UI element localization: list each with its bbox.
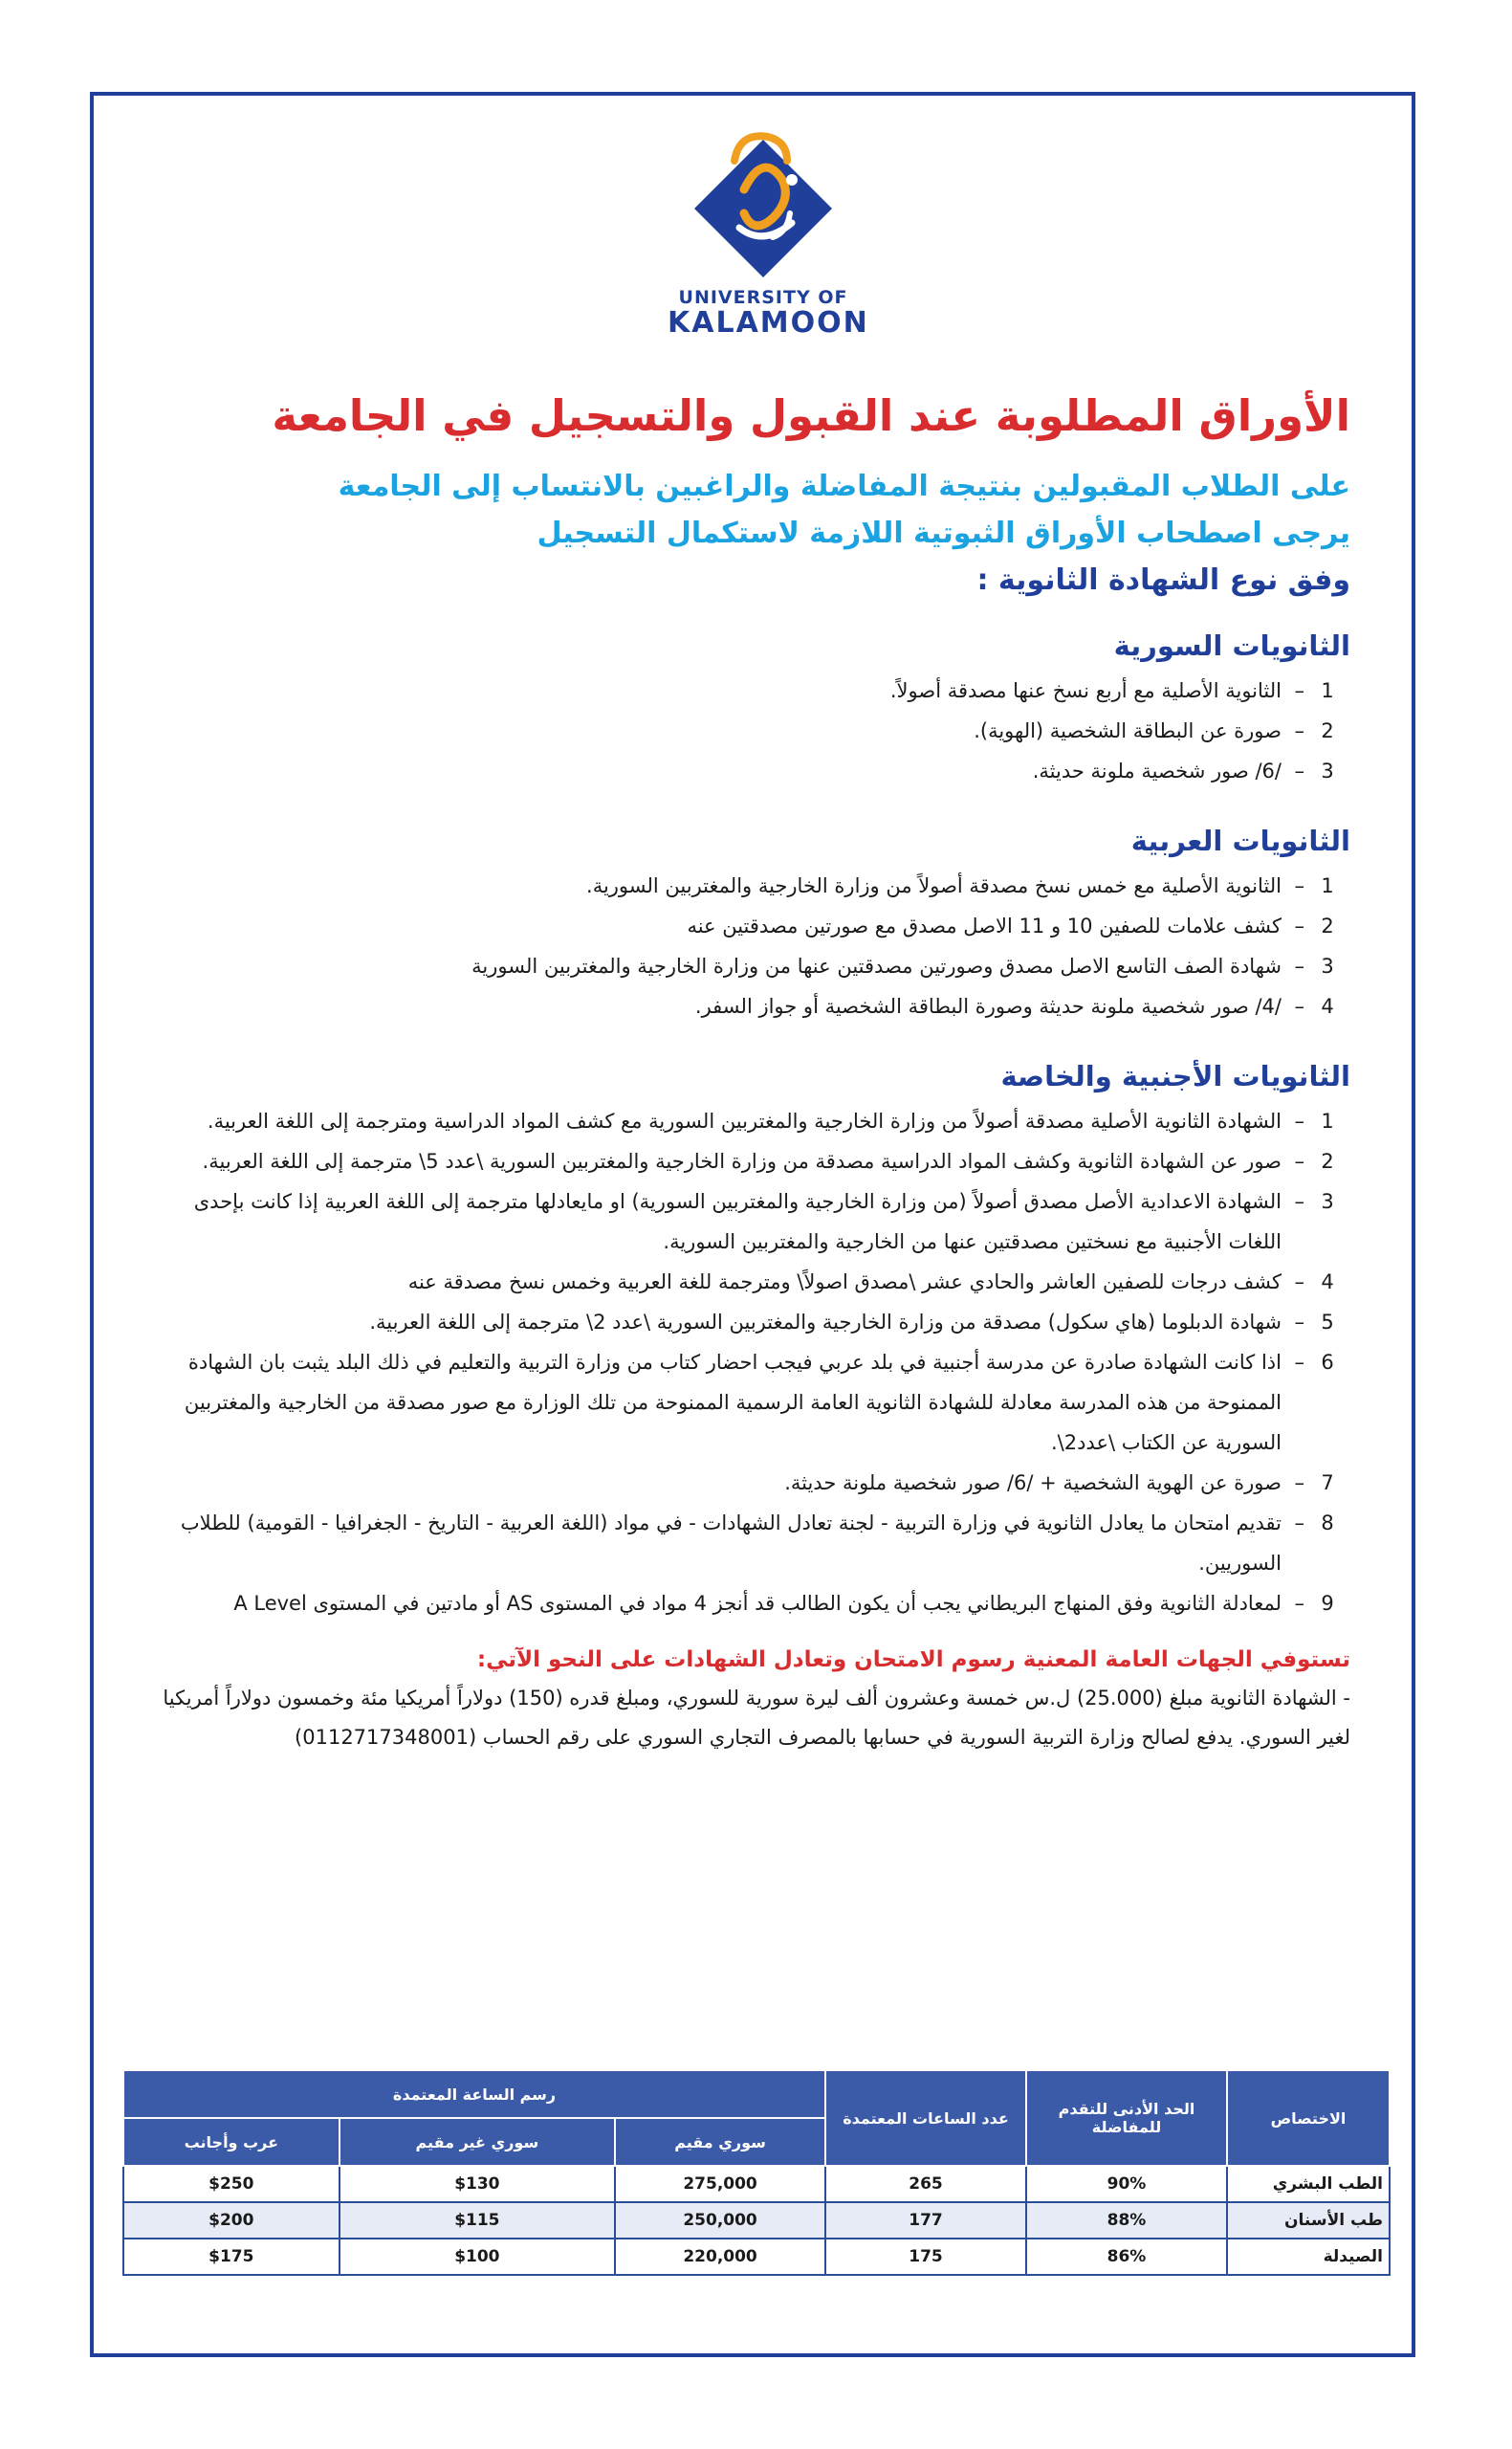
- list-item: 3 – شهادة الصف التاسع الاصل مصدق وصورتين مصدقتين عنها من وزارة الخارجية والمغتربين السورية: [161, 946, 1350, 986]
- cell-specialty: طب الأسنان: [1227, 2202, 1390, 2239]
- item-number: 1: [1321, 679, 1334, 702]
- section-arab: [161, 816, 1350, 1026]
- item-number: 3: [1321, 1190, 1334, 1213]
- page-frame: [90, 92, 1415, 2357]
- list-item: 1 – الثانوية الأصلية مع خمس نسخ مصدقة أصولاً من وزارة الخارجية والمغتربين السورية.: [161, 866, 1350, 906]
- item-text: لمعادلة الثانوية وفق المنهاج البريطاني يجب أن يكون الطالب قد أنجز 4 مواد في المستوى AS أو مادتين في المستوى A Level: [233, 1592, 1282, 1615]
- section-title: الثانويات السورية: [1113, 629, 1350, 662]
- cell-specialty: الطب البشري: [1227, 2166, 1390, 2202]
- item-text: صورة عن الهوية الشخصية + /6/ صور شخصية ملونة حديثة.: [784, 1471, 1282, 1494]
- item-number: 2: [1321, 719, 1334, 742]
- list-item: 9 – لمعادلة الثانوية وفق المنهاج البريطاني يجب أن يكون الطالب قد أنجز 4 مواد في المستوى AS أو مادتين في المستوى A Level: [161, 1583, 1350, 1623]
- list-item: 1 – الشهادة الثانوية الأصلية مصدقة أصولاً من وزارة الخارجية والمغتربين السورية مع كشف المواد الدراسية ومترجمة إلى اللغة العربية.: [161, 1101, 1350, 1141]
- cell-hours: 177: [825, 2202, 1026, 2239]
- list-item: 3 – الشهادة الاعدادية الأصل مصدق أصولاً (من وزارة الخارجية والمغتربين السورية) او مايعادلها مترجمة إلى اللغة العربية إذا كانت بإحدى اللغات الأجنبية مع نسختين مصدقتين عنها من الخارجية والمغتربين السورية.: [161, 1181, 1350, 1262]
- item-number: 2: [1321, 915, 1334, 938]
- item-text: كشف علامات للصفين 10 و 11 الاصل مصدق مع صورتين مصدقتين عنه: [687, 915, 1282, 938]
- header-foreign: عرب وأجانب: [123, 2118, 340, 2166]
- requirements-list: [161, 1101, 1350, 1623]
- cell-syrian-resident: 250,000: [615, 2202, 825, 2239]
- item-number: 9: [1321, 1592, 1334, 1615]
- intro-text: [161, 463, 1350, 604]
- list-item: 4 – /4/ صور شخصية ملونة حديثة وصورة البطاقة الشخصية أو جواز السفر.: [161, 986, 1350, 1026]
- document-body: [161, 383, 1350, 1757]
- item-number: 1: [1321, 1110, 1334, 1133]
- section-title: الثانويات العربية: [1130, 825, 1350, 857]
- item-text: كشف درجات للصفين العاشر والحادي عشر \مصدق اصولاً\ ومترجمة للغة العربية وخمس نسخ مصدقة عنه: [407, 1270, 1282, 1293]
- list-item: 2 – كشف علامات للصفين 10 و 11 الاصل مصدق مع صورتين مصدقتين عنه: [161, 906, 1350, 946]
- header-hours: عدد الساعات المعتمدة: [825, 2070, 1026, 2166]
- cell-hours: 265: [825, 2166, 1026, 2202]
- university-logo: [668, 122, 869, 352]
- cell-min-grade: 88%: [1026, 2202, 1227, 2239]
- header-specialty: الاختصاص: [1227, 2070, 1390, 2166]
- cell-foreign: $250: [123, 2166, 340, 2202]
- item-number: 8: [1321, 1511, 1334, 1534]
- item-number: 4: [1321, 995, 1334, 1018]
- item-text: /4/ صور شخصية ملونة حديثة وصورة البطاقة الشخصية أو جواز السفر.: [694, 995, 1282, 1018]
- tuition-table: [122, 2069, 1391, 2276]
- item-number: 5: [1321, 1311, 1334, 1334]
- item-number: 6: [1321, 1351, 1334, 1374]
- list-item: 5 – شهادة الدبلوما (هاي سكول) مصدقة من وزارة الخارجية والمغتربين السورية \عدد 2\ مترجمة إلى اللغة العربية.: [161, 1302, 1350, 1342]
- item-text: الثانوية الأصلية مع خمس نسخ مصدقة أصولاً من وزارة الخارجية والمغتربين السورية.: [586, 874, 1282, 897]
- section-syrian: [161, 621, 1350, 791]
- page-title: الأوراق المطلوبة عند القبول والتسجيل في الجامعة: [272, 390, 1350, 441]
- section-foreign: [161, 1051, 1350, 1623]
- item-number: 2: [1321, 1150, 1334, 1173]
- header-syrian-resident: سوري مقيم: [615, 2118, 825, 2166]
- list-item: 2 – صور عن الشهادة الثانوية وكشف المواد الدراسية مصدقة من وزارة الخارجية والمغتربين السورية \عدد 5\ مترجمة إلى اللغة العربية.: [161, 1141, 1350, 1181]
- intro-line3: وفق نوع الشهادة الثانوية :: [976, 563, 1350, 597]
- cell-syrian-nonresident: $130: [340, 2166, 616, 2202]
- item-text: الشهادة الثانوية الأصلية مصدقة أصولاً من وزارة الخارجية والمغتربين السورية مع كشف المواد الدراسية ومترجمة إلى اللغة العربية.: [207, 1110, 1282, 1133]
- requirements-list: [161, 671, 1350, 791]
- list-item: 6 – اذا كانت الشهادة صادرة عن مدرسة أجنبية في بلد عربي فيجب احضار كتاب من وزارة التربية والتعليم في ذلك البلد يثبت بان الشهادة الممنوحة من هذه المدرسة معادلة للشهادة الثانوية العامة الرسمية الممنوحة من تلك الوزارة مع صور مصدقة من الخارجية والمغتربين السورية عن الكتاب \عدد2\.: [161, 1342, 1350, 1463]
- list-item: 4 – كشف درجات للصفين العاشر والحادي عشر \مصدق اصولاً\ ومترجمة للغة العربية وخمس نسخ مصدقة عنه: [161, 1262, 1350, 1302]
- item-number: 4: [1321, 1270, 1334, 1293]
- list-item: 2 – صورة عن البطاقة الشخصية (الهوية).: [161, 711, 1350, 751]
- fees-text: - الشهادة الثانوية مبلغ (25.000) ل.س خمسة وعشرون ألف ليرة سورية للسوري، ومبلغ قدره (150) دولاراً أمريكيا مئة وخمسون دولاراً أمريكيا لغير السوري. يدفع لصالح وزارة التربية السورية في حسابها بالمصرف التجاري السوري على رقم الحساب (0112717348001): [163, 1687, 1350, 1749]
- cell-min-grade: 86%: [1026, 2239, 1227, 2275]
- item-text: اذا كانت الشهادة صادرة عن مدرسة أجنبية في بلد عربي فيجب احضار كتاب من وزارة التربية والتعليم في ذلك البلد يثبت بان الشهادة الممنوحة من هذه المدرسة معادلة للشهادة الثانوية العامة الرسمية الممنوحة من تلك الوزارة مع صور مصدقة من الخارجية والمغتربين السورية عن الكتاب \عدد2\.: [184, 1351, 1282, 1454]
- item-number: 3: [1321, 955, 1334, 978]
- header-min-grade: الحد الأدنى للتقدم للمفاضلة: [1026, 2070, 1227, 2166]
- section-title: الثانويات الأجنبية والخاصة: [1000, 1060, 1350, 1092]
- item-number: 1: [1321, 874, 1334, 897]
- item-number: 7: [1321, 1471, 1334, 1494]
- logo-diamond-icon: [677, 122, 849, 285]
- item-text: تقديم امتحان ما يعادل الثانوية في وزارة التربية - لجنة تعادل الشهادات - في مواد (اللغة العربية - التاريخ - الجغرافيا - القومية) للطلاب السوريين.: [180, 1511, 1282, 1575]
- item-text: صورة عن البطاقة الشخصية (الهوية).: [974, 719, 1282, 742]
- cell-min-grade: 90%: [1026, 2166, 1227, 2202]
- item-text: صور عن الشهادة الثانوية وكشف المواد الدراسية مصدقة من وزارة الخارجية والمغتربين السورية \عدد 5\ مترجمة إلى اللغة العربية.: [202, 1150, 1282, 1173]
- item-number: 3: [1321, 760, 1334, 783]
- cell-syrian-resident: 220,000: [615, 2239, 825, 2275]
- cell-syrian-resident: 275,000: [615, 2166, 825, 2202]
- cell-syrian-nonresident: $100: [340, 2239, 616, 2275]
- table-row: [123, 2166, 1390, 2202]
- intro-line1: على الطلاب المقبولين بنتيجة المفاضلة والراغبين بالانتساب إلى الجامعة: [338, 470, 1350, 503]
- cell-foreign: $175: [123, 2239, 340, 2275]
- table-row: [123, 2202, 1390, 2239]
- item-text: الشهادة الاعدادية الأصل مصدق أصولاً (من وزارة الخارجية والمغتربين السورية) او مايعادلها مترجمة إلى اللغة العربية إذا كانت بإحدى اللغات الأجنبية مع نسختين مصدقتين عنها من الخارجية والمغتربين السورية.: [193, 1190, 1282, 1253]
- cell-specialty: الصيدلة: [1227, 2239, 1390, 2275]
- item-text: شهادة الصف التاسع الاصل مصدق وصورتين مصدقتين عنها من وزارة الخارجية والمغتربين السورية: [471, 955, 1282, 978]
- item-text: /6/ صور شخصية ملونة حديثة.: [1032, 760, 1282, 783]
- header-syrian-nonresident: سوري غير مقيم: [340, 2118, 616, 2166]
- logo-line2: KALAMOON: [668, 306, 869, 340]
- intro-line2: يرجى اصطحاب الأوراق الثبوتية اللازمة لاستكمال التسجيل: [537, 517, 1350, 550]
- table-row: [123, 2239, 1390, 2275]
- list-item: 1 – الثانوية الأصلية مع أربع نسخ عنها مصدقة أصولاً.: [161, 671, 1350, 711]
- list-item: 8 – تقديم امتحان ما يعادل الثانوية في وزارة التربية - لجنة تعادل الشهادات - في مواد (اللغة العربية - التاريخ - الجغرافيا - القومية) للطلاب السوريين.: [161, 1503, 1350, 1583]
- header-fee-group: رسم الساعة المعتمدة: [123, 2070, 825, 2118]
- item-text: شهادة الدبلوما (هاي سكول) مصدقة من وزارة الخارجية والمغتربين السورية \عدد 2\ مترجمة إلى اللغة العربية.: [369, 1311, 1282, 1334]
- list-item: 3 – /6/ صور شخصية ملونة حديثة.: [161, 751, 1350, 791]
- item-text: الثانوية الأصلية مع أربع نسخ عنها مصدقة أصولاً.: [889, 679, 1282, 702]
- cell-syrian-nonresident: $115: [340, 2202, 616, 2239]
- cell-foreign: $200: [123, 2202, 340, 2239]
- requirements-list: [161, 866, 1350, 1026]
- list-item: 7 – صورة عن الهوية الشخصية + /6/ صور شخصية ملونة حديثة.: [161, 1463, 1350, 1503]
- cell-hours: 175: [825, 2239, 1026, 2275]
- fees-title: تستوفي الجهات العامة المعنية رسوم الامتحان وتعادل الشهادات على النحو الآتي:: [476, 1647, 1350, 1672]
- logo-line1: UNIVERSITY OF: [678, 287, 848, 308]
